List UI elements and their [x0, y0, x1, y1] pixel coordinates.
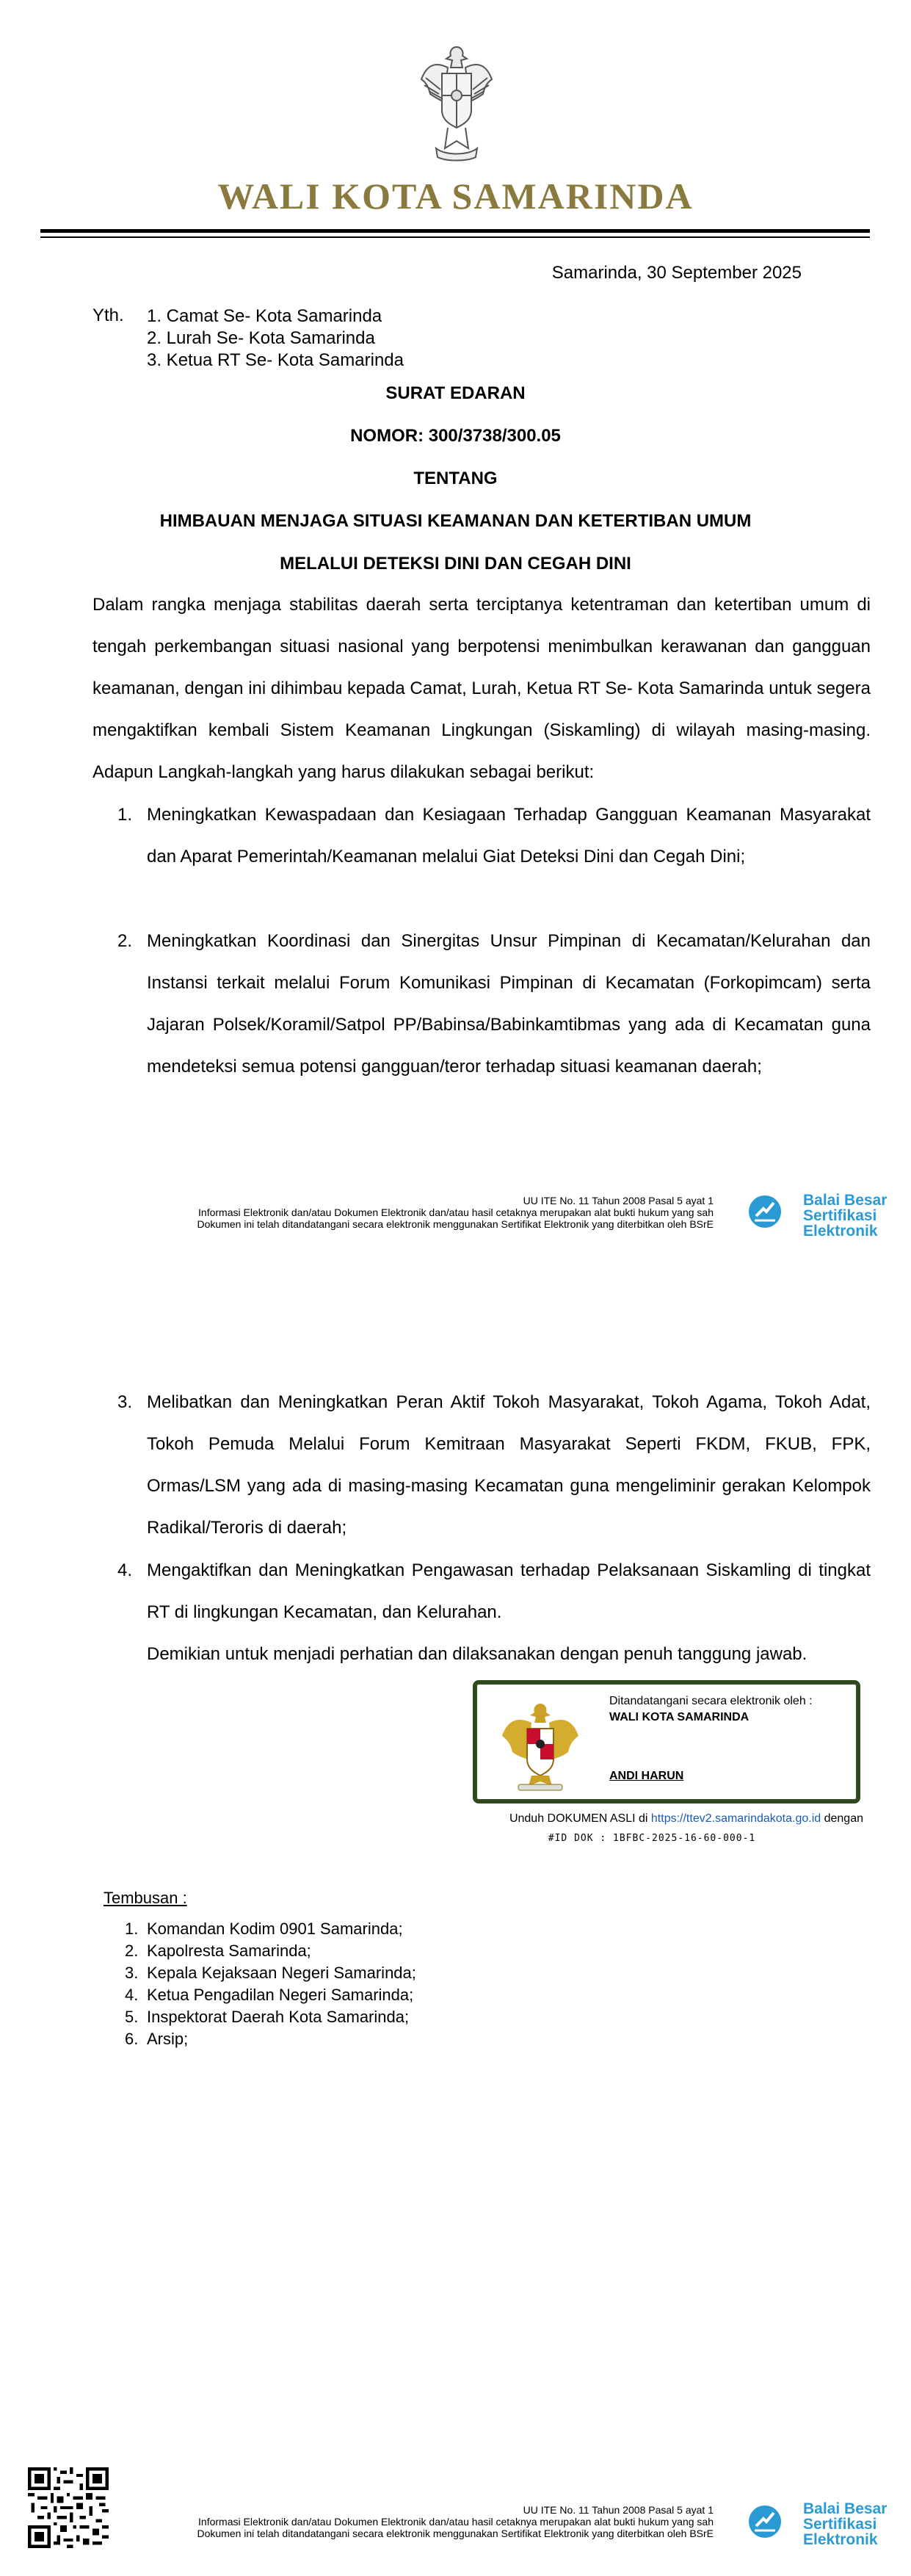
list-item-number: 1.: [117, 805, 133, 825]
intro-paragraph: Dalam rangka menjaga stabilitas daerah serta terciptanya ketentraman dan ketertiban umum di tengah perkembangan situasi nasional yang berpotensi menimbulkan kerawanan dan gangguan keamanan, dengan ini dihimbau kepada Camat, Lurah, Ketua RT Se- Kota Samarinda untuk segera mengaktifkan kembali Sistem Keamanan Lingkungan (Siskamling) di wilayah masing-masing. Adapun Langkah-langkah yang harus dilakukan sebagai berikut:: [92, 595, 871, 782]
about-label: TENTANG: [413, 468, 498, 488]
list-item: [117, 920, 871, 1088]
garuda-pancasila-icon: [418, 38, 495, 170]
bsre-logo-icon: [747, 1194, 783, 1229]
list-item-number: 2.: [117, 931, 133, 951]
yth-label: Yth.: [92, 305, 124, 325]
verification-link[interactable]: https://ttev2.samarindakota.go.id: [650, 1812, 821, 1825]
list-item-text: Mengaktifkan dan Meningkatkan Pengawasan terhadap Pelaksanaan Siskamling di tingkat RT di lingkungan Kecamatan, dan Kelurahan.: [147, 1560, 871, 1622]
place-date: Samarinda, 30 September 2025: [551, 263, 802, 283]
doc-number: NOMOR: 300/3738/300.05: [350, 426, 561, 446]
tembusan-list: [125, 1918, 416, 2050]
footer-line-3: Dokumen ini telah ditandatangani secara elektronik menggunakan Sertifikat Elektronik yang diterbitkan oleh BSrE: [197, 2528, 714, 2539]
footer-line-3: Dokumen ini telah ditandatangani secara elektronik menggunakan Sertifikat Elektronik yang diterbitkan oleh BSrE: [197, 1218, 714, 1230]
recipient-item: 1. Camat Se- Kota Samarinda: [147, 306, 382, 326]
recipient-item: 3. Ketua RT Se- Kota Samarinda: [147, 350, 404, 370]
bsre-logo-icon: [747, 2504, 783, 2539]
footer-line-2: Informasi Elektronik dan/atau Dokumen Elektronik dan/atau hasil cetaknya merupakan alat bukti hukum yang sah: [198, 2516, 714, 2528]
list-item: [117, 1549, 871, 1633]
recipient-list: [147, 305, 404, 372]
bsre-wordmark: Balai Besar Sertifikasi Elektronik: [803, 2500, 888, 2548]
tembusan-item: 5. Inspektorat Daerah Kota Samarinda;: [125, 2008, 410, 2026]
tembusan-heading: Tembusan :: [104, 1889, 187, 1907]
subject-line-1: HIMBAUAN MENJAGA SITUASI KEAMANAN DAN KETERTIBAN UMUM: [159, 511, 752, 531]
list-item-text: Meningkatkan Kewaspadaan dan Kesiagaan Terhadap Gangguan Keamanan Masyarakat dan Aparat Pemerintah/Keamanan melalui Giat Deteksi Dini dan Cegah Dini;: [147, 805, 871, 866]
list-item-text: Melibatkan dan Meningkatkan Peran Aktif Tokoh Masyarakat, Tokoh Agama, Tokoh Adat, Tokoh Pemuda Melalui Forum Kemitraan Masyarakat Seperti FKDM, FKUB, FPK, Ormas/LSM yang ada di masing-masing Kecamatan guna mengeliminir gerakan Kelompok Radikal/Teroris di daerah;: [147, 1392, 871, 1538]
footer-line-1: UU ITE No. 11 Tahun 2008 Pasal 5 ayat 1: [523, 1195, 714, 1206]
letterhead-title: WALI KOTA SAMARINDA: [217, 176, 694, 217]
letterhead-rule-thick: [40, 229, 870, 233]
letterhead-rule-thin: [40, 236, 870, 238]
bsre-wordmark: Balai Besar Sertifikasi Elektronik: [803, 1192, 888, 1240]
download-note: Unduh DOKUMEN ASLI di https://ttev2.samarindakota.go.id dengan: [509, 1812, 863, 1825]
tembusan-item: 2. Kapolresta Samarinda;: [125, 1942, 311, 1960]
list-item-text: Meningkatkan Koordinasi dan Sinergitas Unsur Pimpinan di Kecamatan/Kelurahan dan Instansi terkait melalui Forum Komunikasi Pimpinan di Kecamatan (Forkopimcam) serta Jajaran Polsek/Koramil/Satpol PP/Babinsa/Babinkamtibmas yang ada di Kecamatan guna mendeteksi semua potensi gangguan/teror terhadap situasi keamanan daerah;: [147, 931, 871, 1077]
footer-line-1: UU ITE No. 11 Tahun 2008 Pasal 5 ayat 1: [523, 2504, 714, 2516]
document-id: #ID DOK : 1BFBC-2025-16-60-000-1: [548, 1833, 756, 1844]
signature-title: WALI KOTA SAMARINDA: [609, 1711, 750, 1723]
footer-line-2: Informasi Elektronik dan/atau Dokumen Elektronik dan/atau hasil cetaknya merupakan alat bukti hukum yang sah: [198, 1206, 714, 1218]
page-footer-legal: [95, 2504, 714, 2539]
list-item: [117, 794, 871, 878]
signature-label: Ditandatangani secara elektronik oleh :: [609, 1695, 813, 1707]
list-item: [117, 1381, 871, 1549]
doc-type: SURAT EDARAN: [385, 383, 526, 403]
tembusan-item: 6. Arsip;: [125, 2030, 189, 2048]
tembusan-item: 4. Ketua Pengadilan Negeri Samarinda;: [125, 1986, 414, 2004]
list-item-number: 4.: [117, 1560, 133, 1580]
signer-name: ANDI HARUN: [609, 1770, 684, 1782]
closing-paragraph: Demikian untuk menjadi perhatian dan dilaksanakan dengan penuh tanggung jawab.: [147, 1644, 807, 1664]
tembusan-item: 1. Komandan Kodim 0901 Samarinda;: [125, 1920, 403, 1938]
recipient-item: 2. Lurah Se- Kota Samarinda: [147, 328, 375, 348]
garuda-gold-icon: [501, 1699, 580, 1792]
list-item-number: 3.: [117, 1392, 133, 1412]
tembusan-item: 3. Kepala Kejaksaan Negeri Samarinda;: [125, 1964, 416, 1982]
page-footer-legal: [95, 1195, 714, 1230]
subject-line-2: MELALUI DETEKSI DINI DAN CEGAH DINI: [280, 554, 631, 574]
